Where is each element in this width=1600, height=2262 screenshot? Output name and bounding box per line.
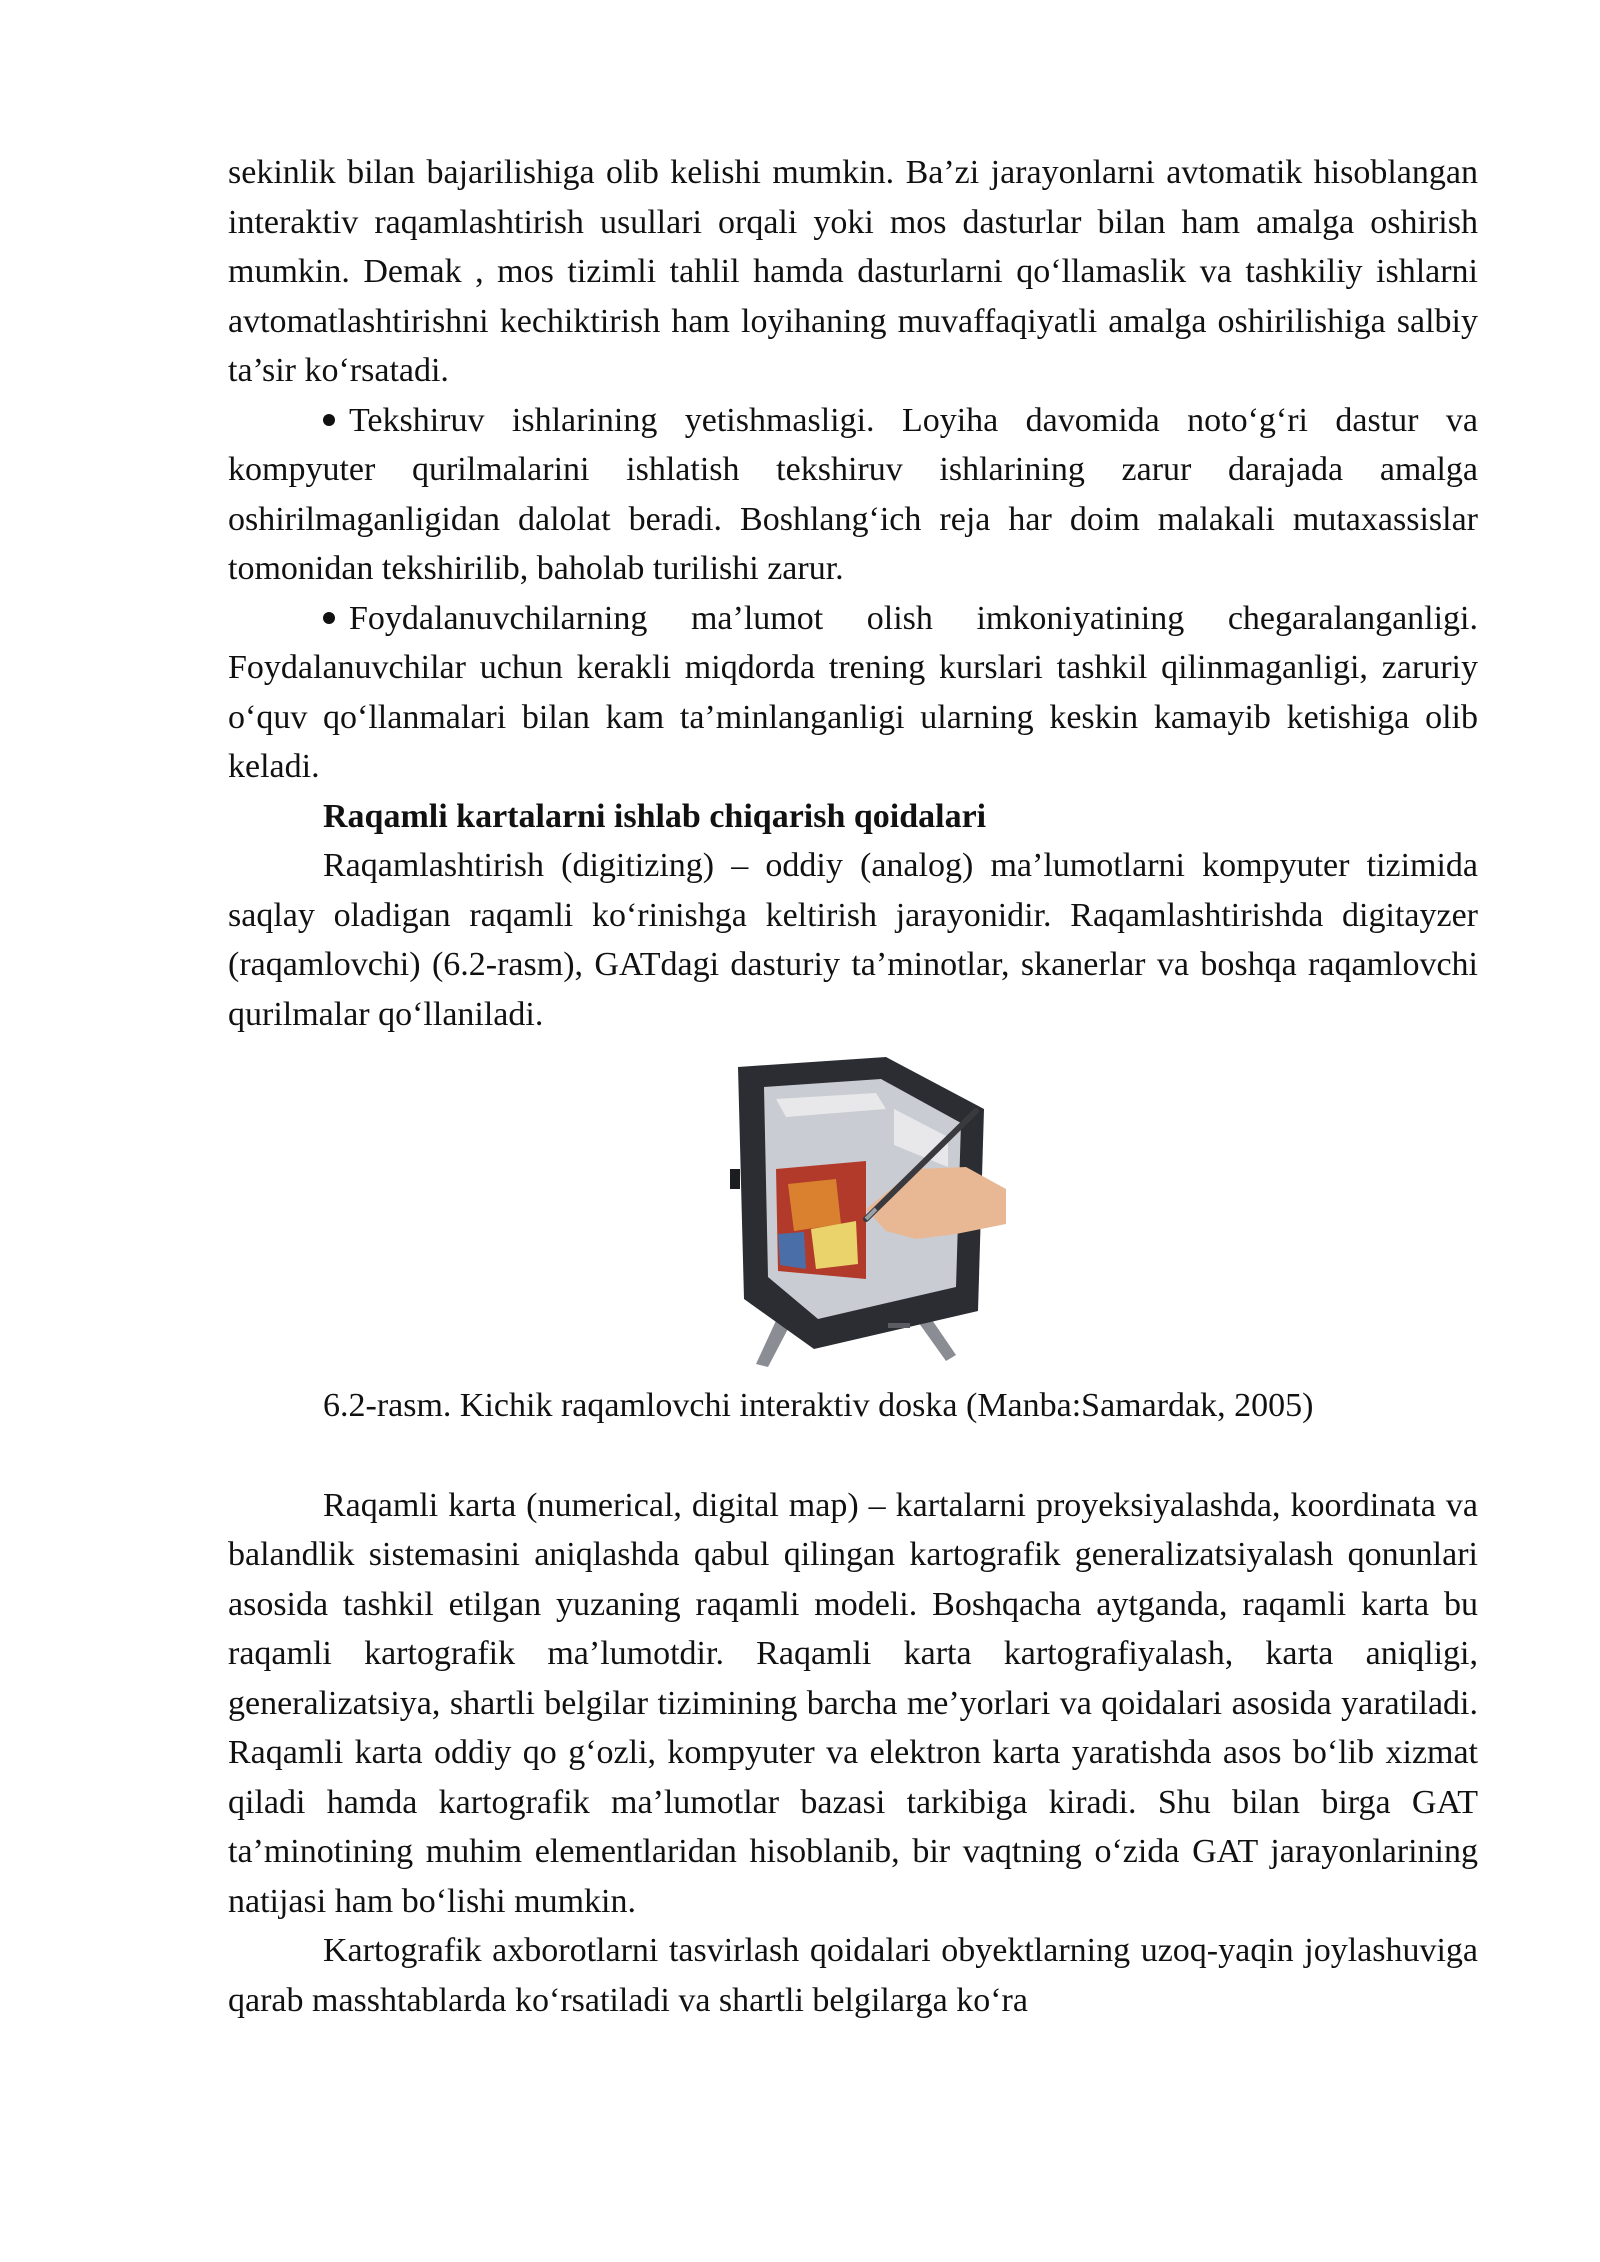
paragraph-digital-map: Raqamli karta (numerical, digital map) – kartalarni proyeksiyalashda, koordinata va balandlik sistemasini aniqlashda qabul qilingan kartografik generalizatsiyalash qonunlari asosida tashkil etilgan yuzaning raqamli modeli. Boshqacha aytganda, raqamli karta bu raqamli kartografik ma’lumotdir. Raqamli karta kartografiyalash, karta aniqligi, generalizatsiya, shartli belgilar tizimining barcha me’yorlari va qoidalari asosida yaratiladi. Raqamli karta oddiy qo g‘ozli, kompyuter va elektron karta yaratishda asos bo‘lib xizmat qiladi hamda kartografik ma’lumotlar bazasi tarkibiga kiradi. Shu bilan birga GAT ta’minotining muhim elementlaridan hisoblanib, bir vaqtning o‘zida GAT jarayonlarining natijasi ham bo‘lishi mumkin.: [228, 1486, 1478, 1920]
digitizer-tablet-icon: [716, 1049, 1016, 1369]
paragraph-intro: sekinlik bilan bajarilishiga olib kelishi mumkin. Ba’zi jarayonlarni avtomatik hisoblangan interaktiv raqamlashtirish usullari orqali yoki mos dasturlar bilan ham amalga oshirish mumkin. Demak , mos tizimli tahlil hamda dasturlarni qo‘llamaslik va tashkiliy ishlarni avtomatlashtirishni kechiktirish ham loyihaning muvaffaqiyatli amalga oshirilishiga salbiy ta’sir ko‘rsatadi.: [228, 154, 1478, 389]
figure-digitizer: [228, 1049, 1478, 1369]
bullet-text: Foydalanuvchilarning ma’lumot olish imkoniyatining chegaralanganligi. Foydalanuvchilar uchun kerakli miqdorda trening kurslari tashkil qilinmaganligi, zaruriy o‘quv qo‘llanmalari bilan kam ta’minlanganligi ularning keskin kamayib ketishiga olib keladi.: [228, 599, 1478, 785]
paragraph-cartographic-info: Kartografik axborotlarni tasvirlash qoidalari obyektlarning uzoq-yaqin joylashuviga qarab masshtablarda ko‘rsatiladi va shartli belgilarga ko‘ra: [228, 1932, 1478, 2019]
bullet-dot-icon: [323, 414, 335, 426]
page-content: [228, 148, 1478, 2025]
bullet-dot-icon: [323, 612, 335, 624]
bullet-text: Tekshiruv ishlarining yetishmasligi. Loyiha davomida noto‘g‘ri dastur va kompyuter qurilmalarini ishlatish tekshiruv ishlarining zarur darajada amalga oshirilmaganligidan dalolat beradi. Boshlang‘ich reja har doim malakali mutaxassislar tomonidan tekshirilib, baholab turilishi zarur.: [228, 401, 1478, 587]
figure-caption: 6.2-rasm. Kichik raqamlovchi interaktiv doska (Manba:Samardak, 2005): [323, 1387, 1314, 1424]
paragraph-digitizing: Raqamlashtirish (digitizing) – oddiy (analog) ma’lumotlarni kompyuter tizimida saqlay oladigan raqamli ko‘rinishga keltirish jarayonidir. Raqamlashtirishda digitayzer (raqamlovchi) (6.2-rasm), GATdagi dasturiy ta’minotlar, skanerlar va boshqa raqamlovchi qurilmalar qo‘llaniladi.: [228, 847, 1478, 1033]
bullet-item-tekshiruv: [228, 396, 1478, 594]
section-heading: Raqamli kartalarni ishlab chiqarish qoidalari: [323, 797, 987, 835]
bullet-item-foydalanuvchi: [228, 594, 1478, 792]
